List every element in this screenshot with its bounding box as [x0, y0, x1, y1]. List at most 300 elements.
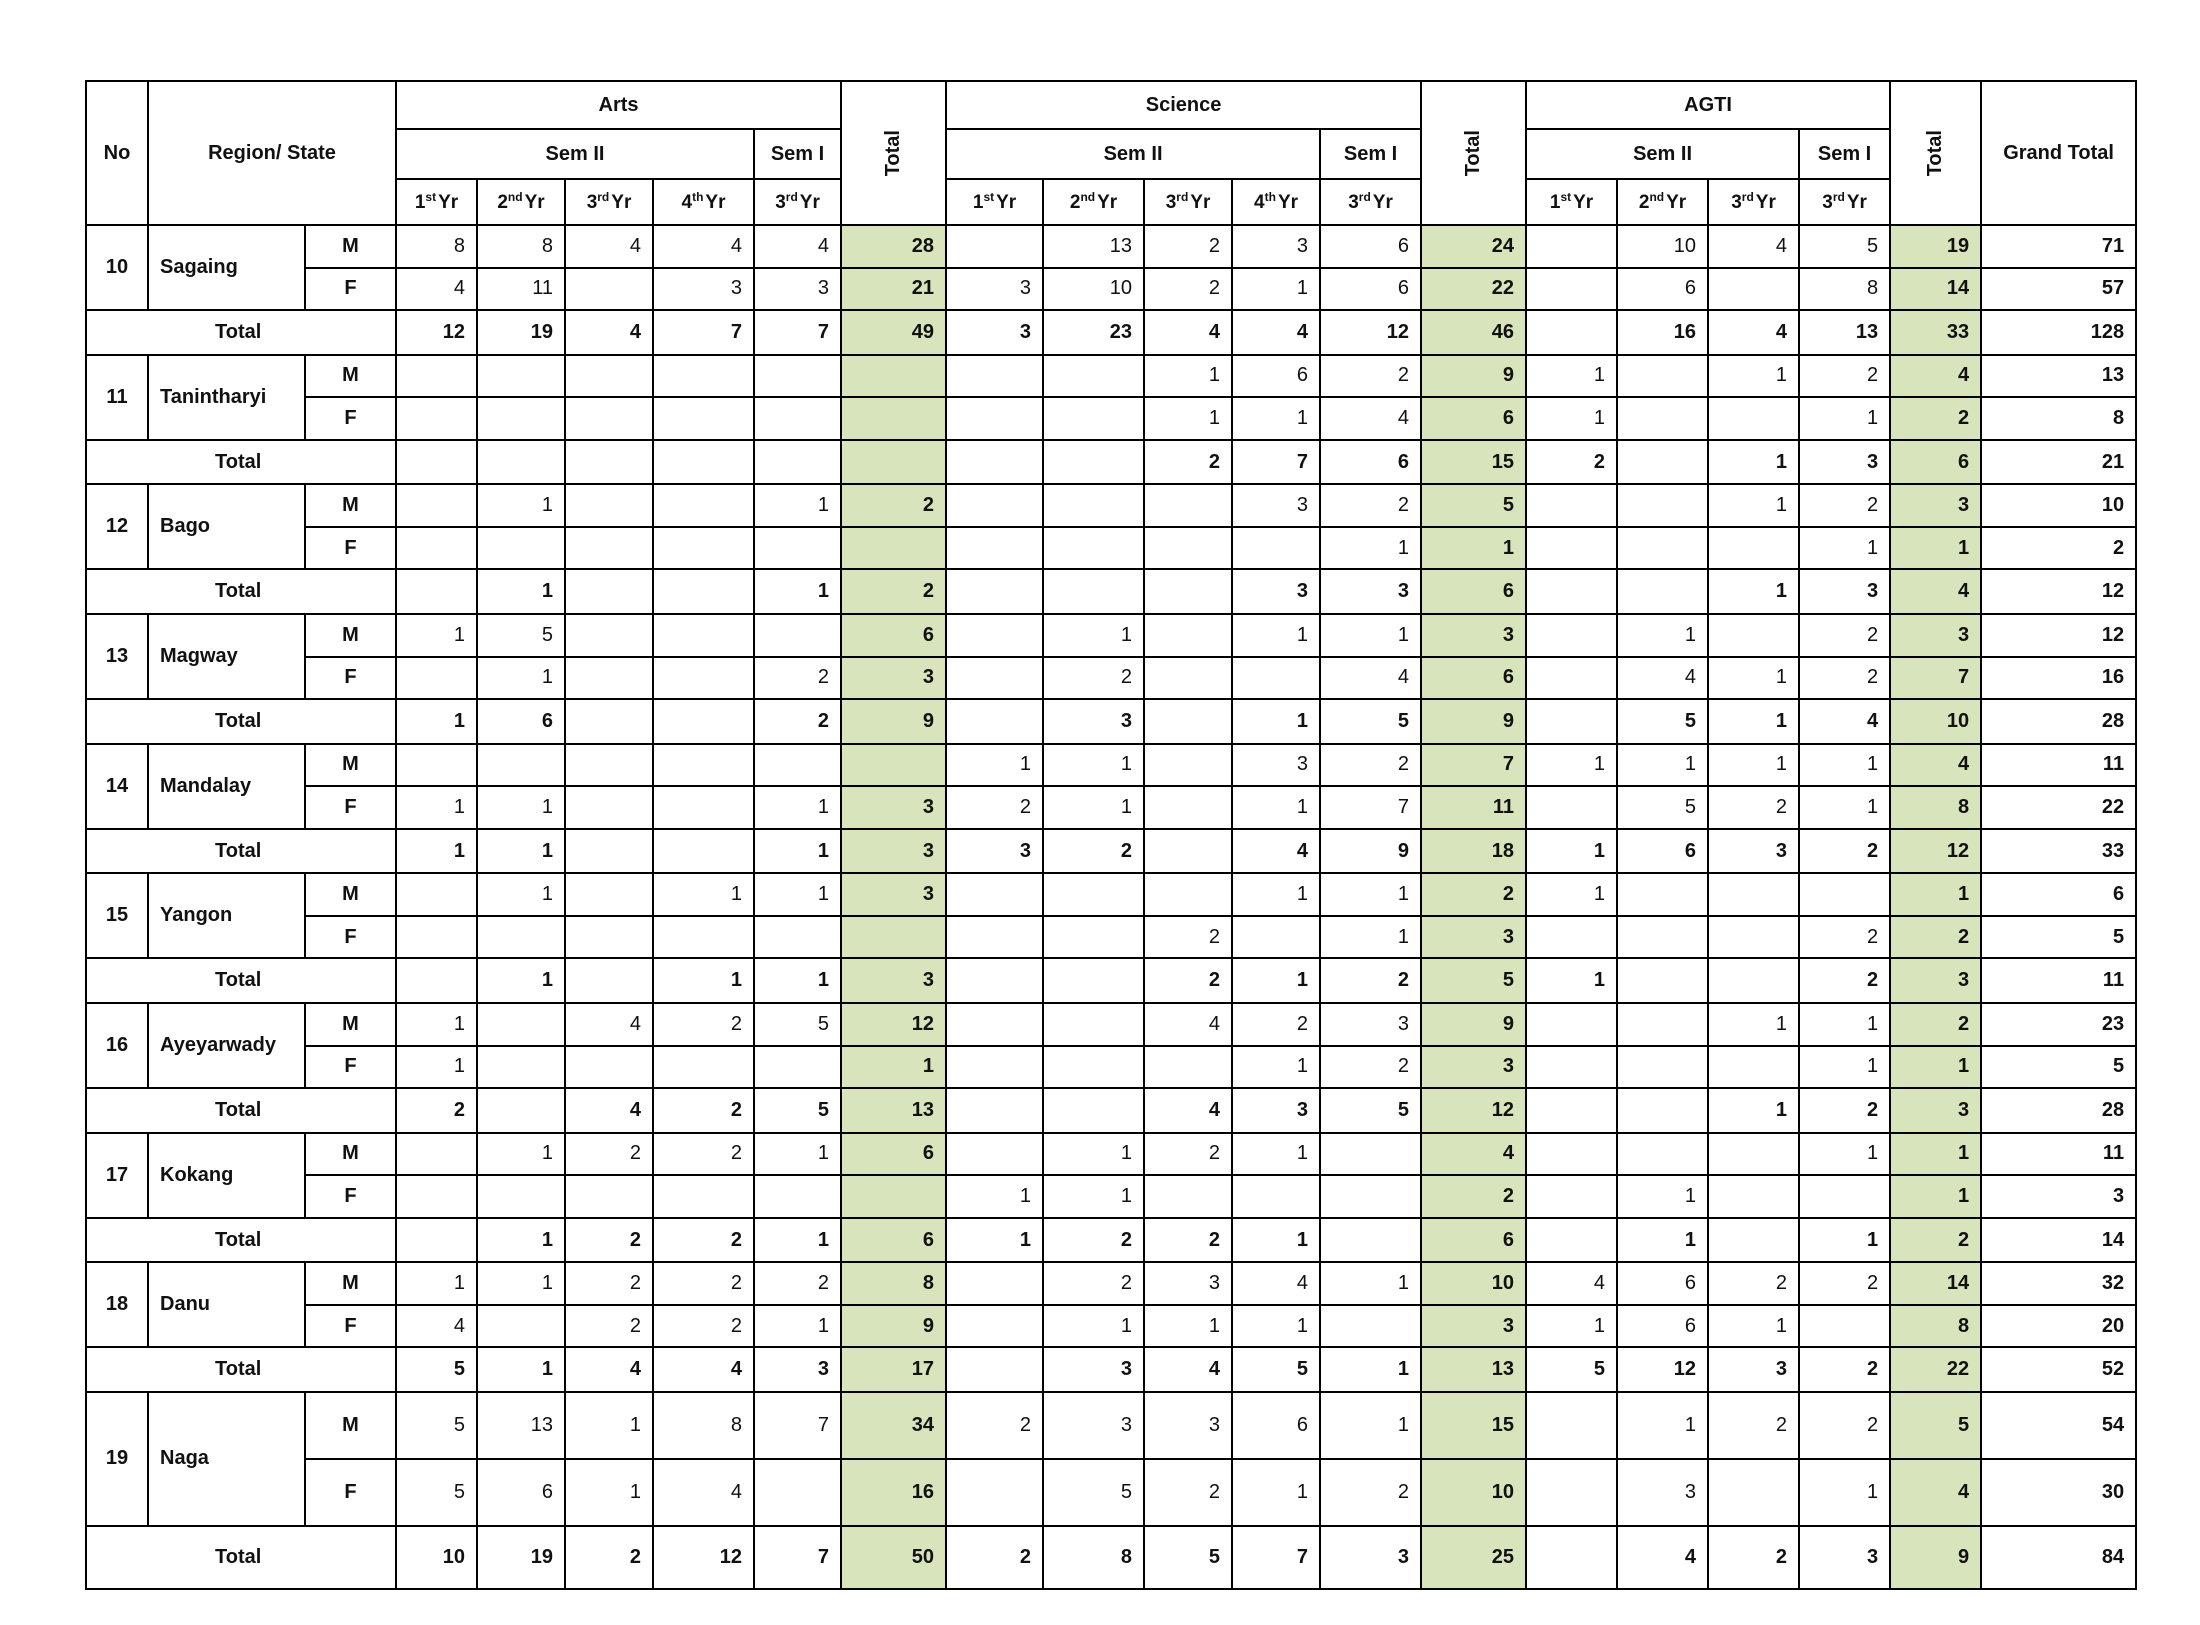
- cell-T-8: 3: [1043, 1347, 1144, 1392]
- cell-F-7: [946, 527, 1043, 570]
- cell-T-6: 49: [841, 310, 946, 355]
- cell-M-14: [1617, 355, 1708, 398]
- cell-T-3: [565, 958, 653, 1003]
- cell-F-18: 5: [1981, 1046, 2136, 1089]
- cell-M-7: [946, 1003, 1043, 1046]
- cell-M-2: [477, 744, 565, 787]
- cell-T-15: 1: [1708, 440, 1799, 485]
- cell-M-14: 1: [1617, 1392, 1708, 1459]
- cell-T-9: [1144, 699, 1232, 744]
- cell-F-4: [653, 786, 754, 829]
- cell-M-10: 4: [1232, 1262, 1320, 1305]
- cell-M-8: [1043, 484, 1144, 527]
- total-row: [86, 699, 2136, 744]
- cell-F-6: 3: [841, 786, 946, 829]
- cell-T-10: 7: [1232, 1526, 1320, 1589]
- cell-M-2: 8: [477, 225, 565, 268]
- cell-M-4: 2: [653, 1262, 754, 1305]
- cell-F-7: 2: [946, 786, 1043, 829]
- header-arts-year-2: 2nd Yr: [477, 179, 565, 225]
- cell-F-2: [477, 1175, 565, 1218]
- cell-T-2: 1: [477, 958, 565, 1003]
- total-label: Total: [86, 1218, 396, 1263]
- cell-F-17: 4: [1890, 1459, 1981, 1526]
- cell-T-6: 13: [841, 1088, 946, 1133]
- cell-F-11: 4: [1320, 397, 1421, 440]
- cell-M-15: [1708, 873, 1799, 916]
- cell-T-7: [946, 569, 1043, 614]
- header-arts-year-5: 3rd Yr: [754, 179, 841, 225]
- cell-M-16: [1799, 873, 1890, 916]
- cell-T-8: [1043, 958, 1144, 1003]
- cell-M-17: 19: [1890, 225, 1981, 268]
- cell-M-5: [754, 614, 841, 657]
- cell-F-13: [1526, 916, 1617, 959]
- cell-F-7: [946, 916, 1043, 959]
- cell-F-18: 16: [1981, 657, 2136, 700]
- cell-M-7: [946, 1133, 1043, 1176]
- cell-T-8: 3: [1043, 699, 1144, 744]
- header-science-sem2: Sem II: [946, 129, 1320, 179]
- cell-F-16: 1: [1799, 1046, 1890, 1089]
- cell-M-15: 1: [1708, 1003, 1799, 1046]
- cell-T-1: 1: [396, 699, 477, 744]
- cell-F-14: [1617, 397, 1708, 440]
- cell-M-12: 9: [1421, 355, 1526, 398]
- cell-T-14: [1617, 958, 1708, 1003]
- cell-M-15: 4: [1708, 225, 1799, 268]
- cell-T-1: 1: [396, 829, 477, 874]
- cell-M-2: 1: [477, 484, 565, 527]
- cell-T-5: 1: [754, 958, 841, 1003]
- cell-F-7: [946, 1046, 1043, 1089]
- cell-F-6: [841, 1175, 946, 1218]
- cell-F-15: [1708, 527, 1799, 570]
- cell-M-4: [653, 614, 754, 657]
- cell-T-13: [1526, 1218, 1617, 1263]
- cell-M-6: [841, 355, 946, 398]
- table-row: [86, 225, 2136, 268]
- cell-T-10: 4: [1232, 310, 1320, 355]
- table-row: [86, 744, 2136, 787]
- cell-T-1: [396, 1218, 477, 1263]
- cell-M-9: 4: [1144, 1003, 1232, 1046]
- table-row: [86, 614, 2136, 657]
- cell-T-5: [754, 440, 841, 485]
- cell-M-8: 13: [1043, 225, 1144, 268]
- cell-F-15: [1708, 268, 1799, 311]
- total-row: [86, 958, 2136, 1003]
- cell-F-18: 3: [1981, 1175, 2136, 1218]
- cell-M-14: 6: [1617, 1262, 1708, 1305]
- cell-T-12: 25: [1421, 1526, 1526, 1589]
- cell-M-16: 1: [1799, 744, 1890, 787]
- cell-M-15: [1708, 1133, 1799, 1176]
- cell-F-5: [754, 916, 841, 959]
- cell-F-3: [565, 1046, 653, 1089]
- cell-T-13: 5: [1526, 1347, 1617, 1392]
- cell-T-2: [477, 440, 565, 485]
- cell-M-3: [565, 744, 653, 787]
- cell-T-17: 2: [1890, 1218, 1981, 1263]
- cell-T-4: 1: [653, 958, 754, 1003]
- table-row: [86, 527, 2136, 570]
- cell-F-5: [754, 527, 841, 570]
- cell-F-13: 1: [1526, 1305, 1617, 1348]
- region-number: 18: [86, 1262, 148, 1347]
- header-agti-year-3: 3rd Yr: [1708, 179, 1799, 225]
- cell-T-17: 22: [1890, 1347, 1981, 1392]
- cell-M-6: 3: [841, 873, 946, 916]
- cell-F-15: [1708, 1175, 1799, 1218]
- cell-T-2: 19: [477, 1526, 565, 1589]
- cell-T-15: [1708, 1218, 1799, 1263]
- cell-M-12: 5: [1421, 484, 1526, 527]
- cell-F-13: [1526, 527, 1617, 570]
- cell-M-3: [565, 873, 653, 916]
- header-agti: AGTI: [1526, 81, 1890, 129]
- cell-F-1: 1: [396, 786, 477, 829]
- cell-M-12: 4: [1421, 1133, 1526, 1176]
- cell-T-9: [1144, 829, 1232, 874]
- cell-F-17: 2: [1890, 397, 1981, 440]
- total-label: Total: [86, 569, 396, 614]
- cell-T-18: 12: [1981, 569, 2136, 614]
- cell-T-8: 23: [1043, 310, 1144, 355]
- sex-label-f: F: [305, 268, 396, 311]
- cell-M-7: 2: [946, 1392, 1043, 1459]
- cell-T-6: 3: [841, 958, 946, 1003]
- total-label: Total: [86, 440, 396, 485]
- cell-F-5: 1: [754, 1305, 841, 1348]
- cell-T-8: 8: [1043, 1526, 1144, 1589]
- header-agti-year-2: 2nd Yr: [1617, 179, 1708, 225]
- cell-F-18: 57: [1981, 268, 2136, 311]
- cell-T-7: [946, 699, 1043, 744]
- cell-F-12: 11: [1421, 786, 1526, 829]
- cell-T-17: 10: [1890, 699, 1981, 744]
- cell-F-18: 2: [1981, 527, 2136, 570]
- cell-T-16: 1: [1799, 1218, 1890, 1263]
- cell-T-15: 1: [1708, 569, 1799, 614]
- cell-T-16: 2: [1799, 958, 1890, 1003]
- cell-F-4: 2: [653, 1305, 754, 1348]
- cell-T-3: 2: [565, 1526, 653, 1589]
- cell-M-1: [396, 744, 477, 787]
- region-number: 16: [86, 1003, 148, 1088]
- cell-T-3: [565, 440, 653, 485]
- cell-T-7: [946, 958, 1043, 1003]
- cell-F-9: [1144, 527, 1232, 570]
- cell-M-3: [565, 484, 653, 527]
- cell-F-18: 5: [1981, 916, 2136, 959]
- cell-T-8: [1043, 569, 1144, 614]
- cell-M-16: 1: [1799, 1003, 1890, 1046]
- cell-T-4: [653, 829, 754, 874]
- cell-T-3: 4: [565, 310, 653, 355]
- cell-T-10: 1: [1232, 958, 1320, 1003]
- table-row: [86, 1133, 2136, 1176]
- cell-M-10: 2: [1232, 1003, 1320, 1046]
- cell-M-10: 6: [1232, 355, 1320, 398]
- region-name: Naga: [148, 1392, 305, 1526]
- cell-F-12: 6: [1421, 397, 1526, 440]
- cell-T-18: 28: [1981, 699, 2136, 744]
- cell-F-8: 1: [1043, 1305, 1144, 1348]
- cell-M-5: 4: [754, 225, 841, 268]
- cell-F-18: 30: [1981, 1459, 2136, 1526]
- cell-M-18: 12: [1981, 614, 2136, 657]
- cell-M-5: 1: [754, 873, 841, 916]
- cell-F-17: 8: [1890, 786, 1981, 829]
- total-row: [86, 1347, 2136, 1392]
- cell-T-13: [1526, 699, 1617, 744]
- cell-T-11: 3: [1320, 569, 1421, 614]
- cell-M-17: 1: [1890, 1133, 1981, 1176]
- cell-M-8: 1: [1043, 744, 1144, 787]
- cell-T-6: 50: [841, 1526, 946, 1589]
- cell-T-8: 2: [1043, 829, 1144, 874]
- cell-M-6: 8: [841, 1262, 946, 1305]
- cell-T-16: 4: [1799, 699, 1890, 744]
- cell-M-4: [653, 355, 754, 398]
- cell-T-18: 28: [1981, 1088, 2136, 1133]
- cell-T-11: 5: [1320, 1088, 1421, 1133]
- table-row: [86, 1046, 2136, 1089]
- cell-M-13: [1526, 225, 1617, 268]
- cell-T-10: 3: [1232, 1088, 1320, 1133]
- sex-label-m: M: [305, 484, 396, 527]
- cell-M-7: [946, 1262, 1043, 1305]
- cell-F-15: [1708, 397, 1799, 440]
- cell-F-15: 1: [1708, 657, 1799, 700]
- cell-M-6: 6: [841, 1133, 946, 1176]
- cell-M-3: [565, 614, 653, 657]
- table-header: [86, 81, 2136, 225]
- cell-M-14: 1: [1617, 614, 1708, 657]
- cell-T-6: 17: [841, 1347, 946, 1392]
- cell-T-9: 5: [1144, 1526, 1232, 1589]
- cell-T-2: 19: [477, 310, 565, 355]
- cell-T-15: 3: [1708, 829, 1799, 874]
- sex-label-m: M: [305, 873, 396, 916]
- cell-M-6: 28: [841, 225, 946, 268]
- cell-F-9: [1144, 1046, 1232, 1089]
- cell-F-12: 2: [1421, 1175, 1526, 1218]
- cell-F-2: 11: [477, 268, 565, 311]
- cell-M-6: 6: [841, 614, 946, 657]
- cell-T-12: 46: [1421, 310, 1526, 355]
- region-number: 14: [86, 744, 148, 829]
- cell-T-15: 4: [1708, 310, 1799, 355]
- cell-F-14: 1: [1617, 1175, 1708, 1218]
- cell-M-13: [1526, 1003, 1617, 1046]
- cell-F-5: [754, 1459, 841, 1526]
- cell-F-6: 9: [841, 1305, 946, 1348]
- cell-T-13: [1526, 569, 1617, 614]
- cell-M-5: 1: [754, 1133, 841, 1176]
- cell-F-3: 1: [565, 1459, 653, 1526]
- cell-T-5: 3: [754, 1347, 841, 1392]
- cell-F-6: [841, 916, 946, 959]
- cell-M-14: [1617, 873, 1708, 916]
- cell-M-13: 1: [1526, 744, 1617, 787]
- cell-T-18: 33: [1981, 829, 2136, 874]
- region-name: Bago: [148, 484, 305, 569]
- cell-M-18: 71: [1981, 225, 2136, 268]
- cell-M-12: 9: [1421, 1003, 1526, 1046]
- cell-F-5: 2: [754, 657, 841, 700]
- cell-M-11: 1: [1320, 873, 1421, 916]
- cell-M-11: 1: [1320, 614, 1421, 657]
- cell-M-7: 1: [946, 744, 1043, 787]
- sex-label-f: F: [305, 397, 396, 440]
- cell-T-9: 4: [1144, 1088, 1232, 1133]
- cell-F-11: [1320, 1175, 1421, 1218]
- cell-T-2: 1: [477, 1218, 565, 1263]
- cell-F-3: [565, 916, 653, 959]
- cell-F-2: 6: [477, 1459, 565, 1526]
- table-body: [86, 225, 2136, 1589]
- cell-M-17: 3: [1890, 484, 1981, 527]
- header-science-total: Total: [1421, 81, 1526, 225]
- cell-F-4: [653, 1175, 754, 1218]
- cell-M-16: 1: [1799, 1133, 1890, 1176]
- cell-M-3: 4: [565, 225, 653, 268]
- cell-F-14: 6: [1617, 1305, 1708, 1348]
- cell-T-13: [1526, 1526, 1617, 1589]
- cell-F-4: 3: [653, 268, 754, 311]
- cell-F-11: 7: [1320, 786, 1421, 829]
- cell-F-2: 1: [477, 786, 565, 829]
- table-row: [86, 786, 2136, 829]
- cell-T-5: 7: [754, 310, 841, 355]
- cell-M-4: 2: [653, 1003, 754, 1046]
- sex-label-f: F: [305, 916, 396, 959]
- cell-F-14: 6: [1617, 268, 1708, 311]
- cell-M-3: 2: [565, 1262, 653, 1305]
- cell-M-1: [396, 355, 477, 398]
- cell-T-4: 7: [653, 310, 754, 355]
- cell-M-9: [1144, 873, 1232, 916]
- cell-F-6: [841, 527, 946, 570]
- cell-T-11: 9: [1320, 829, 1421, 874]
- cell-T-18: 21: [1981, 440, 2136, 485]
- cell-T-3: 2: [565, 1218, 653, 1263]
- cell-M-17: 5: [1890, 1392, 1981, 1459]
- table-row: [86, 1392, 2136, 1459]
- cell-M-3: 1: [565, 1392, 653, 1459]
- cell-T-5: 1: [754, 569, 841, 614]
- cell-M-8: 3: [1043, 1392, 1144, 1459]
- cell-F-10: 1: [1232, 1046, 1320, 1089]
- cell-T-3: [565, 829, 653, 874]
- cell-F-6: [841, 397, 946, 440]
- cell-T-17: 4: [1890, 569, 1981, 614]
- sex-label-m: M: [305, 1133, 396, 1176]
- cell-T-9: 4: [1144, 310, 1232, 355]
- cell-M-18: 10: [1981, 484, 2136, 527]
- cell-F-14: [1617, 916, 1708, 959]
- sex-label-m: M: [305, 1262, 396, 1305]
- cell-T-9: [1144, 569, 1232, 614]
- cell-M-15: 1: [1708, 744, 1799, 787]
- cell-F-10: 1: [1232, 786, 1320, 829]
- cell-T-16: 2: [1799, 1347, 1890, 1392]
- sex-label-m: M: [305, 1392, 396, 1459]
- cell-T-15: 1: [1708, 699, 1799, 744]
- cell-T-12: 18: [1421, 829, 1526, 874]
- cell-F-16: 8: [1799, 268, 1890, 311]
- cell-F-1: [396, 397, 477, 440]
- total-label: Total: [86, 1088, 396, 1133]
- cell-M-14: [1617, 484, 1708, 527]
- cell-M-7: [946, 873, 1043, 916]
- cell-T-10: 7: [1232, 440, 1320, 485]
- cell-M-8: 2: [1043, 1262, 1144, 1305]
- cell-T-14: [1617, 569, 1708, 614]
- cell-M-11: 2: [1320, 484, 1421, 527]
- cell-M-4: 4: [653, 225, 754, 268]
- cell-M-1: 1: [396, 1262, 477, 1305]
- cell-F-5: [754, 1046, 841, 1089]
- cell-M-12: 10: [1421, 1262, 1526, 1305]
- cell-T-7: 2: [946, 1526, 1043, 1589]
- cell-M-7: [946, 614, 1043, 657]
- sex-label-f: F: [305, 1046, 396, 1089]
- header-science-sem1: Sem I: [1320, 129, 1421, 179]
- cell-F-8: 2: [1043, 657, 1144, 700]
- cell-M-18: 6: [1981, 873, 2136, 916]
- cell-F-2: [477, 916, 565, 959]
- cell-F-13: 1: [1526, 397, 1617, 440]
- cell-F-8: [1043, 397, 1144, 440]
- cell-M-10: 6: [1232, 1392, 1320, 1459]
- cell-T-3: 4: [565, 1347, 653, 1392]
- sex-label-f: F: [305, 1305, 396, 1348]
- cell-M-4: 8: [653, 1392, 754, 1459]
- cell-T-18: 52: [1981, 1347, 2136, 1392]
- cell-F-10: 1: [1232, 268, 1320, 311]
- cell-F-5: [754, 397, 841, 440]
- header-agti-year-4: 3rd Yr: [1799, 179, 1890, 225]
- cell-M-2: 5: [477, 614, 565, 657]
- cell-M-3: [565, 355, 653, 398]
- cell-M-10: 3: [1232, 225, 1320, 268]
- cell-T-18: 84: [1981, 1526, 2136, 1589]
- cell-F-1: [396, 527, 477, 570]
- cell-M-6: 12: [841, 1003, 946, 1046]
- cell-F-9: 1: [1144, 1305, 1232, 1348]
- cell-F-9: [1144, 786, 1232, 829]
- cell-F-7: [946, 657, 1043, 700]
- cell-F-16: 1: [1799, 397, 1890, 440]
- header-arts-year-3: 3rd Yr: [565, 179, 653, 225]
- region-number: 15: [86, 873, 148, 958]
- cell-M-4: 1: [653, 873, 754, 916]
- cell-M-8: 1: [1043, 614, 1144, 657]
- cell-T-3: 4: [565, 1088, 653, 1133]
- cell-M-11: 2: [1320, 355, 1421, 398]
- region-number: 11: [86, 355, 148, 440]
- cell-M-17: 3: [1890, 614, 1981, 657]
- cell-M-1: [396, 1133, 477, 1176]
- header-agti-total: Total: [1890, 81, 1981, 225]
- cell-T-9: 2: [1144, 440, 1232, 485]
- cell-T-15: [1708, 958, 1799, 1003]
- cell-F-10: 1: [1232, 397, 1320, 440]
- region-number: 17: [86, 1133, 148, 1218]
